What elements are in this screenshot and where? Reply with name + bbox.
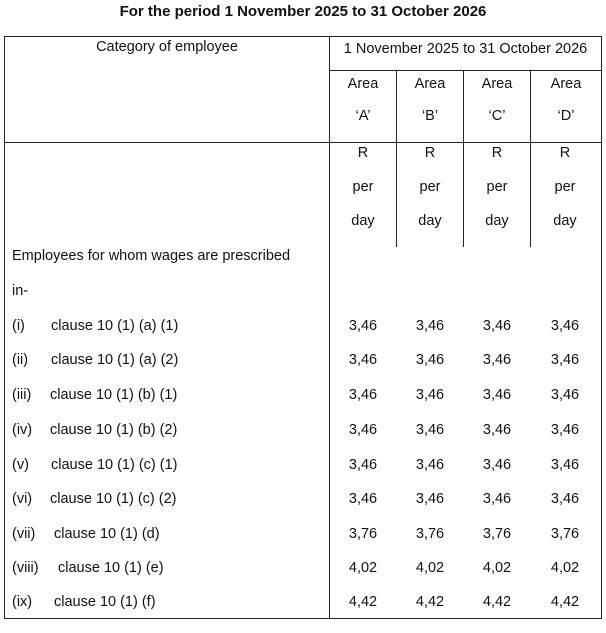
- table-border-bottom: [4, 618, 602, 619]
- period-header: 1 November 2025 to 31 October 2026: [343, 41, 588, 57]
- wage-value: 3,46: [415, 387, 445, 403]
- page-title: For the period 1 November 2025 to 31 October 2026: [119, 3, 487, 20]
- wage-value: 4,02: [482, 560, 512, 576]
- row-number: (ii): [12, 352, 29, 368]
- area-label-a: Area: [347, 76, 379, 92]
- row-clause: clause 10 (1) (f): [54, 594, 156, 610]
- row-clause: clause 10 (1) (c) (1): [51, 457, 178, 473]
- wage-value: 4,02: [348, 560, 378, 576]
- table-border-top: [4, 36, 602, 37]
- unit-label: R: [357, 145, 369, 161]
- area-label-b: Area: [414, 76, 446, 92]
- intro-line-2: in-: [12, 283, 29, 299]
- wage-value: 3,46: [482, 491, 512, 507]
- unit-label: per: [419, 179, 441, 195]
- wage-value: 3,46: [482, 318, 512, 334]
- wage-value: 3,46: [550, 457, 580, 473]
- unit-label: R: [424, 145, 436, 161]
- area-label-c: Area: [481, 76, 513, 92]
- area-letter-a: ‘A’: [355, 108, 371, 124]
- intro-line-1: Employees for whom wages are prescribed: [12, 248, 291, 264]
- period-underline: [329, 70, 602, 71]
- row-number: (v): [12, 457, 29, 473]
- wage-value: 3,46: [550, 318, 580, 334]
- area-letter-c: ‘C’: [488, 108, 506, 124]
- wage-value: 3,46: [415, 318, 445, 334]
- row-number: (vii): [12, 526, 36, 542]
- wage-value: 3,76: [482, 526, 512, 542]
- wage-value: 3,46: [415, 352, 445, 368]
- wage-value: 3,46: [550, 387, 580, 403]
- row-number: (vi): [12, 491, 33, 507]
- wage-value: 3,46: [348, 491, 378, 507]
- wage-value: 3,46: [348, 422, 378, 438]
- wage-value: 4,42: [482, 594, 512, 610]
- wage-value: 3,46: [550, 422, 580, 438]
- wage-value: 3,46: [482, 422, 512, 438]
- area-letter-d: ‘D’: [557, 108, 575, 124]
- row-clause: clause 10 (1) (e): [58, 560, 164, 576]
- row-clause: clause 10 (1) (b) (1): [50, 387, 178, 403]
- row-clause: clause 10 (1) (d): [54, 526, 160, 542]
- wage-value: 4,02: [550, 560, 580, 576]
- unit-label: per: [554, 179, 576, 195]
- wage-value: 3,46: [415, 457, 445, 473]
- category-header: Category of employee: [96, 39, 238, 55]
- wage-value: 3,46: [550, 491, 580, 507]
- row-clause: clause 10 (1) (a) (1): [51, 318, 179, 334]
- row-number: (iv): [12, 422, 33, 438]
- wage-value: 3,46: [348, 457, 378, 473]
- area-letter-b: ‘B’: [421, 108, 439, 124]
- wage-value: 3,46: [482, 387, 512, 403]
- wage-value: 3,46: [550, 352, 580, 368]
- wage-value: 3,46: [348, 352, 378, 368]
- wage-value: 3,46: [482, 457, 512, 473]
- wage-value: 3,46: [415, 491, 445, 507]
- row-clause: clause 10 (1) (a) (2): [51, 352, 179, 368]
- row-number: (i): [12, 318, 25, 334]
- wage-table: [4, 36, 602, 619]
- unit-label: day: [553, 213, 577, 229]
- unit-label: per: [352, 179, 374, 195]
- row-number: (iii): [12, 387, 32, 403]
- unit-label: day: [351, 213, 375, 229]
- row-number: (viii): [12, 560, 39, 576]
- unit-label: day: [485, 213, 509, 229]
- wage-value: 3,46: [482, 352, 512, 368]
- wage-value: 3,76: [550, 526, 580, 542]
- wage-value: 3,76: [348, 526, 378, 542]
- unit-label: day: [418, 213, 442, 229]
- wage-value: 3,76: [415, 526, 445, 542]
- unit-label: R: [491, 145, 503, 161]
- wage-value: 3,46: [415, 422, 445, 438]
- area-divider-3b: [530, 142, 531, 247]
- table-border-left: [4, 36, 5, 619]
- row-clause: clause 10 (1) (c) (2): [50, 491, 177, 507]
- row-clause: clause 10 (1) (b) (2): [50, 422, 178, 438]
- unit-label: R: [559, 145, 571, 161]
- unit-label: per: [486, 179, 508, 195]
- table-border-right: [601, 36, 602, 619]
- wage-value: 4,42: [348, 594, 378, 610]
- wage-value: 3,46: [348, 387, 378, 403]
- wage-value: 4,42: [550, 594, 580, 610]
- header-underline: [4, 142, 602, 143]
- wage-value: 4,42: [415, 594, 445, 610]
- area-label-d: Area: [550, 76, 582, 92]
- wage-value: 3,46: [348, 318, 378, 334]
- wage-value: 4,02: [415, 560, 445, 576]
- row-number: (ix): [12, 594, 33, 610]
